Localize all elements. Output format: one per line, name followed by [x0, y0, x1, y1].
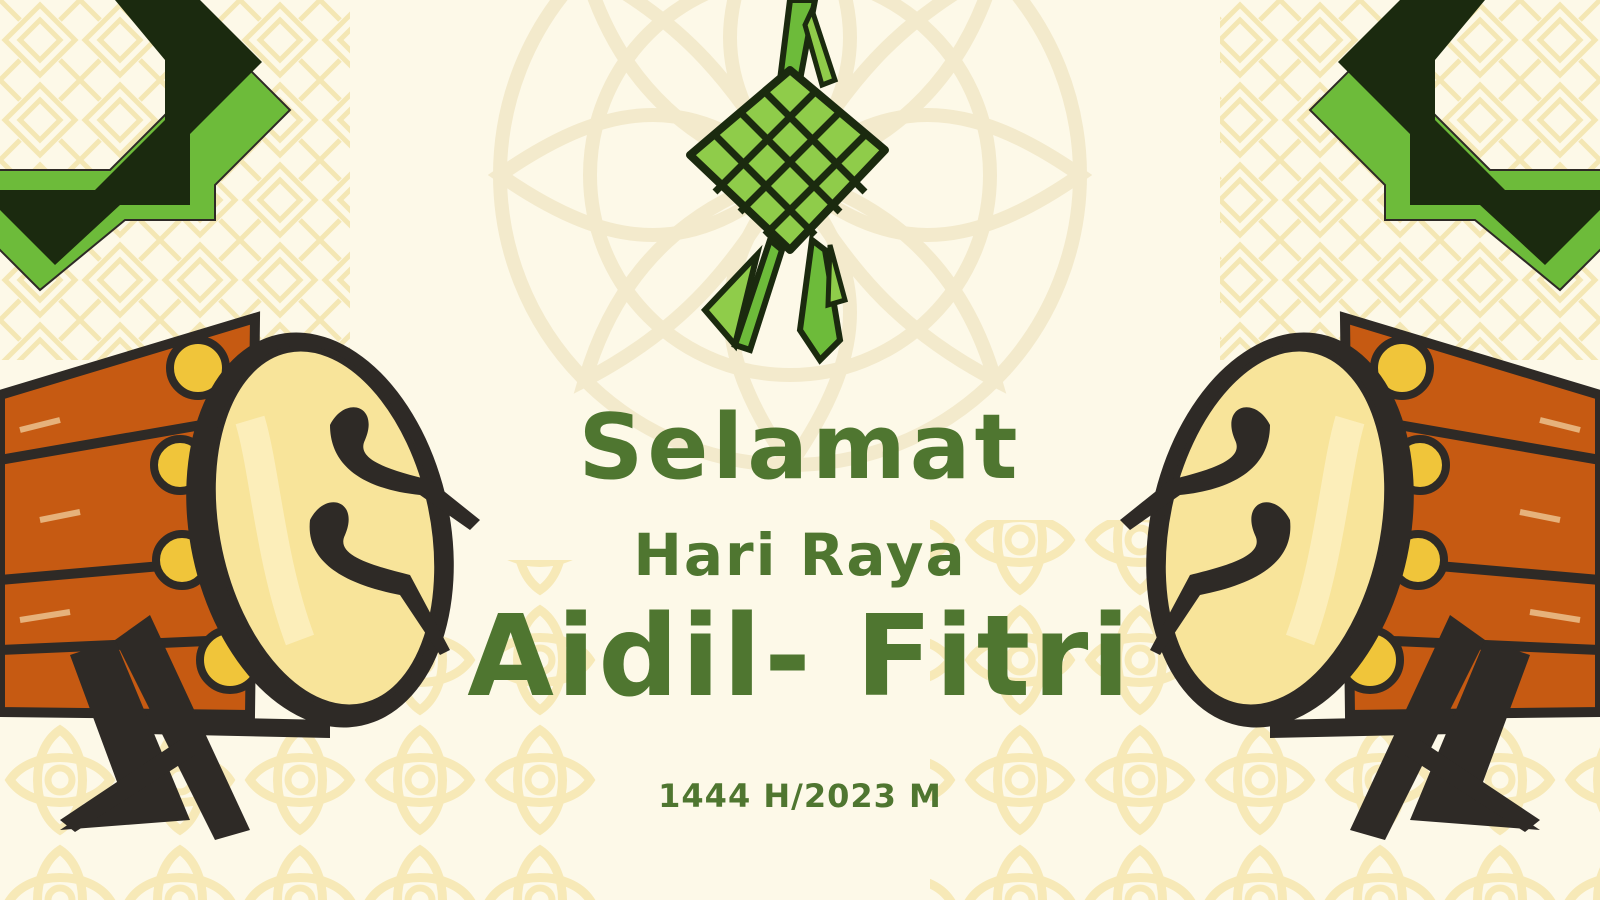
greeting-line-selamat: Selamat [578, 395, 1022, 500]
greeting-date: 1444 H/2023 M [658, 777, 942, 815]
greeting-line-hari-raya: Hari Raya [633, 521, 967, 589]
greeting-line-aidil-fitri: Aidil- Fitri [467, 592, 1133, 722]
